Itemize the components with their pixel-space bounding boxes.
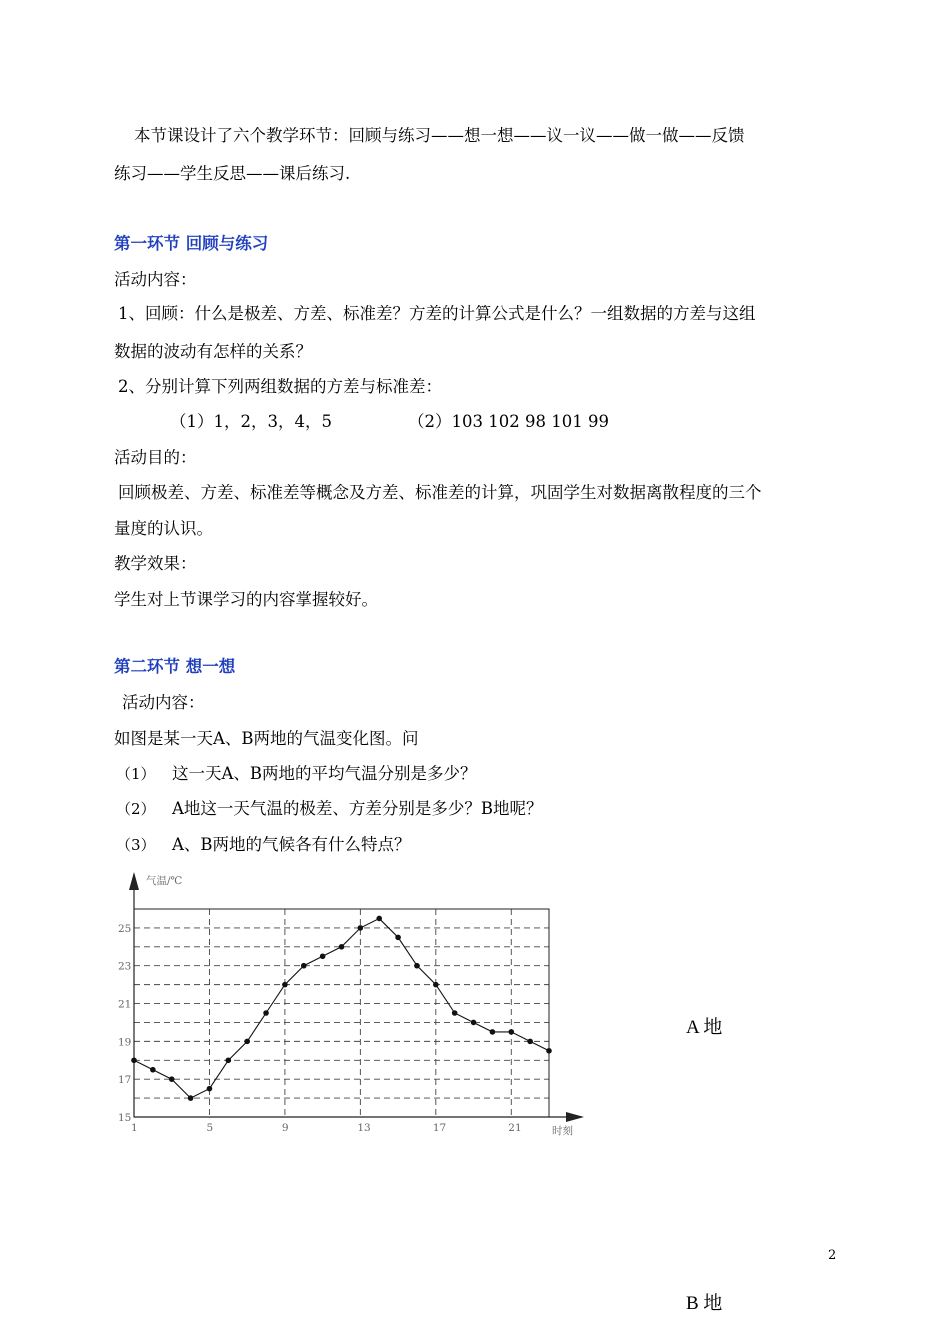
y-tick-label: 15 [118, 1112, 132, 1124]
intro-line-1: 本节课设计了六个教学环节：回顾与练习——想一想——议一议——做一做——反馈 [134, 126, 745, 145]
data-point [226, 1057, 232, 1063]
section1-goal-line2: 量度的认识。 [114, 519, 213, 538]
y-tick-label: 23 [118, 960, 132, 973]
section1-title: 第一环节 回顾与练习 [114, 234, 269, 253]
y-tick-label: 19 [118, 1036, 132, 1049]
section1-goal-line1: 回顾极差、方差、标准差等概念及方差、标准差的计算，巩固学生对数据离散程度的三个 [118, 483, 762, 502]
y-tick-label: 25 [118, 922, 132, 935]
x-axis-label: 时刻 [552, 1125, 573, 1137]
data-point [339, 944, 345, 950]
x-tick-label: 1 [131, 1122, 138, 1134]
plot-frame [134, 909, 549, 1117]
x-tick-label: 13 [357, 1122, 371, 1134]
data-point [188, 1095, 194, 1101]
temperature-chart-svg [112, 868, 592, 1140]
x-tick-label: 9 [281, 1122, 289, 1134]
page-number: 2 [828, 1248, 837, 1263]
data-point [320, 953, 326, 959]
section1-data1: （1）1，2，3，4，5 [170, 412, 332, 431]
section2-question-2-num: （2） [116, 800, 156, 818]
data-point [169, 1076, 175, 1082]
y-axis-label: 气温/℃ [146, 875, 183, 887]
section2-question-3: A、B两地的气候各有什么特点？ [172, 835, 411, 854]
chart-grid [134, 909, 549, 1117]
data-point [131, 1057, 137, 1063]
section2-activity-content-label: 活动内容： [122, 693, 205, 712]
data-point [150, 1067, 156, 1073]
intro-line-2: 练习——学生反思——课后练习. [114, 164, 351, 183]
y-tick-labels [118, 923, 131, 1124]
temperature-chart [112, 868, 592, 1140]
data-point [546, 1048, 552, 1054]
data-point [414, 963, 420, 969]
x-tick-label: 21 [508, 1122, 522, 1134]
data-point [508, 1029, 514, 1035]
section1-effect-text: 学生对上节课学习的内容掌握较好。 [114, 590, 378, 609]
section2-prompt: 如图是某一天A、B两地的气温变化图。问 [114, 729, 419, 748]
data-point [433, 982, 439, 988]
data-point [376, 916, 382, 922]
data-point [358, 925, 364, 931]
x-tick-labels [131, 1122, 522, 1134]
section1-effect-label: 教学效果： [114, 554, 197, 573]
data-point [471, 1020, 477, 1026]
data-point [301, 963, 307, 969]
section2-question-1: 这一天A、B两地的平均气温分别是多少？ [172, 764, 477, 783]
section1-data2: （2）103 102 98 101 99 [408, 412, 609, 431]
data-point [490, 1029, 496, 1035]
temperature-series [131, 916, 552, 1101]
data-point [282, 982, 288, 988]
data-point [207, 1086, 213, 1092]
section1-q1-line1: 1、回顾：什么是极差、方差、标准差？方差的计算公式是什么？一组数据的方差与这组 [118, 304, 756, 323]
section2-question-3-num: （3） [116, 836, 156, 854]
data-point [263, 1010, 269, 1016]
label-b: B 地 [686, 1293, 723, 1314]
label-a: A 地 [686, 1017, 723, 1038]
section2-title: 第二环节 想一想 [114, 657, 236, 676]
y-tick-label: 21 [118, 998, 132, 1011]
section1-q1-line2: 数据的波动有怎样的关系？ [114, 342, 312, 361]
data-point [244, 1039, 250, 1045]
x-axis-arrow-icon [566, 1112, 584, 1122]
section1-q2: 2、分别计算下列两组数据的方差与标准差： [118, 377, 442, 396]
section2-question-2: A地这一天气温的极差、方差分别是多少？B地呢？ [172, 799, 543, 818]
data-point [395, 935, 401, 941]
section1-activity-goal-label: 活动目的： [114, 448, 197, 467]
y-axis-arrow-icon [129, 872, 139, 890]
section1-activity-content-label: 活动内容： [114, 270, 197, 289]
y-tick-label: 17 [118, 1074, 132, 1087]
data-point [527, 1039, 533, 1045]
x-tick-label: 5 [206, 1122, 214, 1134]
section2-question-1-num: （1） [116, 765, 156, 783]
x-tick-label: 17 [432, 1122, 447, 1134]
data-point [452, 1010, 458, 1016]
